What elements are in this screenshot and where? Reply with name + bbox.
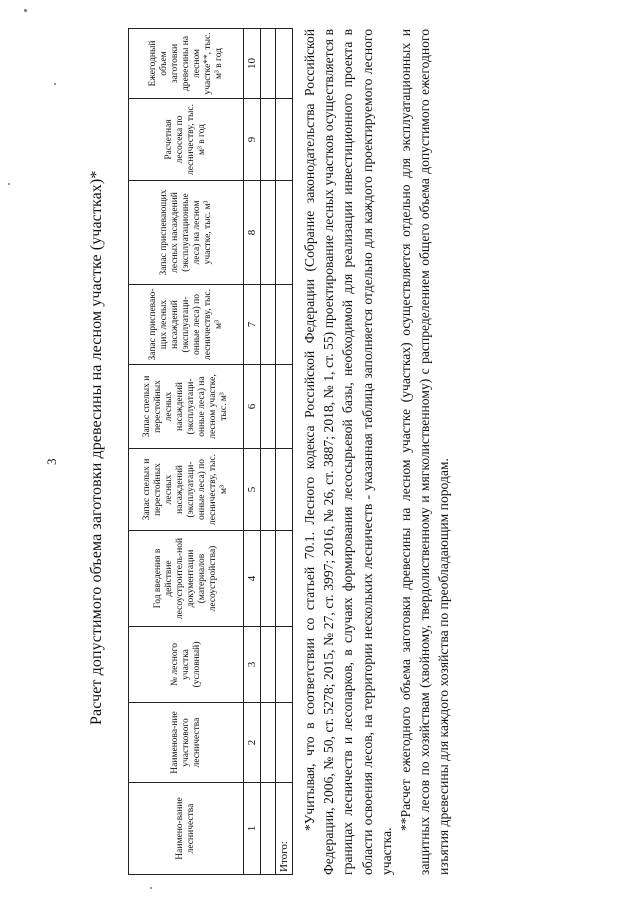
column-number: 3 [244,627,261,703]
table-cell [261,365,276,449]
header-cell: Расчетная лесосека по лесничеству, тыс. м³ в год [129,99,244,181]
table-cell [276,449,293,531]
header-cell: Запас приспеваю-щих лесных насаждений (эксплуатаци-онные леса) по лесничеству, тыс. м³ [129,285,244,365]
table-cell [261,99,276,181]
scan-speck [24,9,27,12]
header-cell: № лесного участка (условный) [129,627,244,703]
table-cell [261,531,276,627]
header-cell: Ежегодный объем заготовки древесины на лесном участке**, тыс. м³ в год [129,29,244,99]
scan-speck [8,183,10,185]
footnotes [300,29,454,875]
header-cell: Год введения в действие лесоустроитель-ной документации (материалов лесоустройства) [129,531,244,627]
table-cell [276,285,293,365]
column-number: 1 [244,783,261,875]
header-cell: Запас спелых и перестойных лесных насаждений (эксплуатаци-онные леса) по лесничеству, тыс. м³ [129,449,244,531]
table-cell [261,783,276,875]
column-number: 2 [244,703,261,783]
column-number: 10 [244,29,261,99]
footnote-2: **Расчет ежегодного объема заготовки древесины на лесном участке (участках) осуществляется отдельно для эксплуатационных и защитных лесов по хозяйствам (хвойному, твердолиственному и мягколиственному) с распределением общего объема допустимого ежегодного изъятия древесины для каждого хозяйства по преобладающим породам. [398,29,452,875]
footnote-1: *Учитывая, что в соответствии со статьей 70.1. Лесного кодекса Российской Федерации (Собрание законодательства Российской Федерации, 2006, № 50, ст. 5278; 2015, № 27, ст. 3997; 2016, № 26, ст. 3887; 2018, № 1, ст. 55) проектирование лесных участков осуществляется в границах лесничеств и лесопарков, в случаях формирования лесосырьевой базы, необходимой для реализации инвестиционного проекта в области освоения лесов, на территории нескольких лесничеств - указанная таблица заполняется отдельно для каждого проектируемого лесного участка. [302,29,394,875]
table-cell [261,285,276,365]
header-cell: Наимено-вание лесничества [129,783,244,875]
table-header-row [129,29,244,875]
column-number: 6 [244,365,261,449]
header-cell: Запас приспевающих лесных насаждений (эксплуатационные леса) на лесном участке, тыс. м³ [129,181,244,285]
total-label: Итого: [276,783,293,875]
page-title: Расчет допустимого объема заготовки древесины на лесном участке (участках)* [88,170,105,725]
column-number: 8 [244,181,261,285]
header-cell: Запас спелых и перестойных лесных насаждений (эксплуатаци-онные леса) на лесном участке, тыс. м³ [129,365,244,449]
table-cell [261,449,276,531]
column-number: 9 [244,99,261,181]
table-cell [276,703,293,783]
scan-speck [150,887,152,889]
column-number-row [244,29,261,875]
empty-data-row [261,29,276,875]
scan-speck [54,83,56,85]
table-cell [261,703,276,783]
table-cell [276,99,293,181]
table-cell [276,531,293,627]
table-cell [261,29,276,99]
table-cell [276,627,293,703]
table-cell [276,181,293,285]
header-cell: Наименова-ние участкового лесничества [129,703,244,783]
page-number: 3 [44,458,59,465]
table-cell [276,29,293,99]
forest-volume-table [128,28,293,875]
column-number: 7 [244,285,261,365]
total-row [276,29,293,875]
table-cell [261,181,276,285]
table-cell [261,627,276,703]
table-cell [276,365,293,449]
column-number: 5 [244,449,261,531]
column-number: 4 [244,531,261,627]
